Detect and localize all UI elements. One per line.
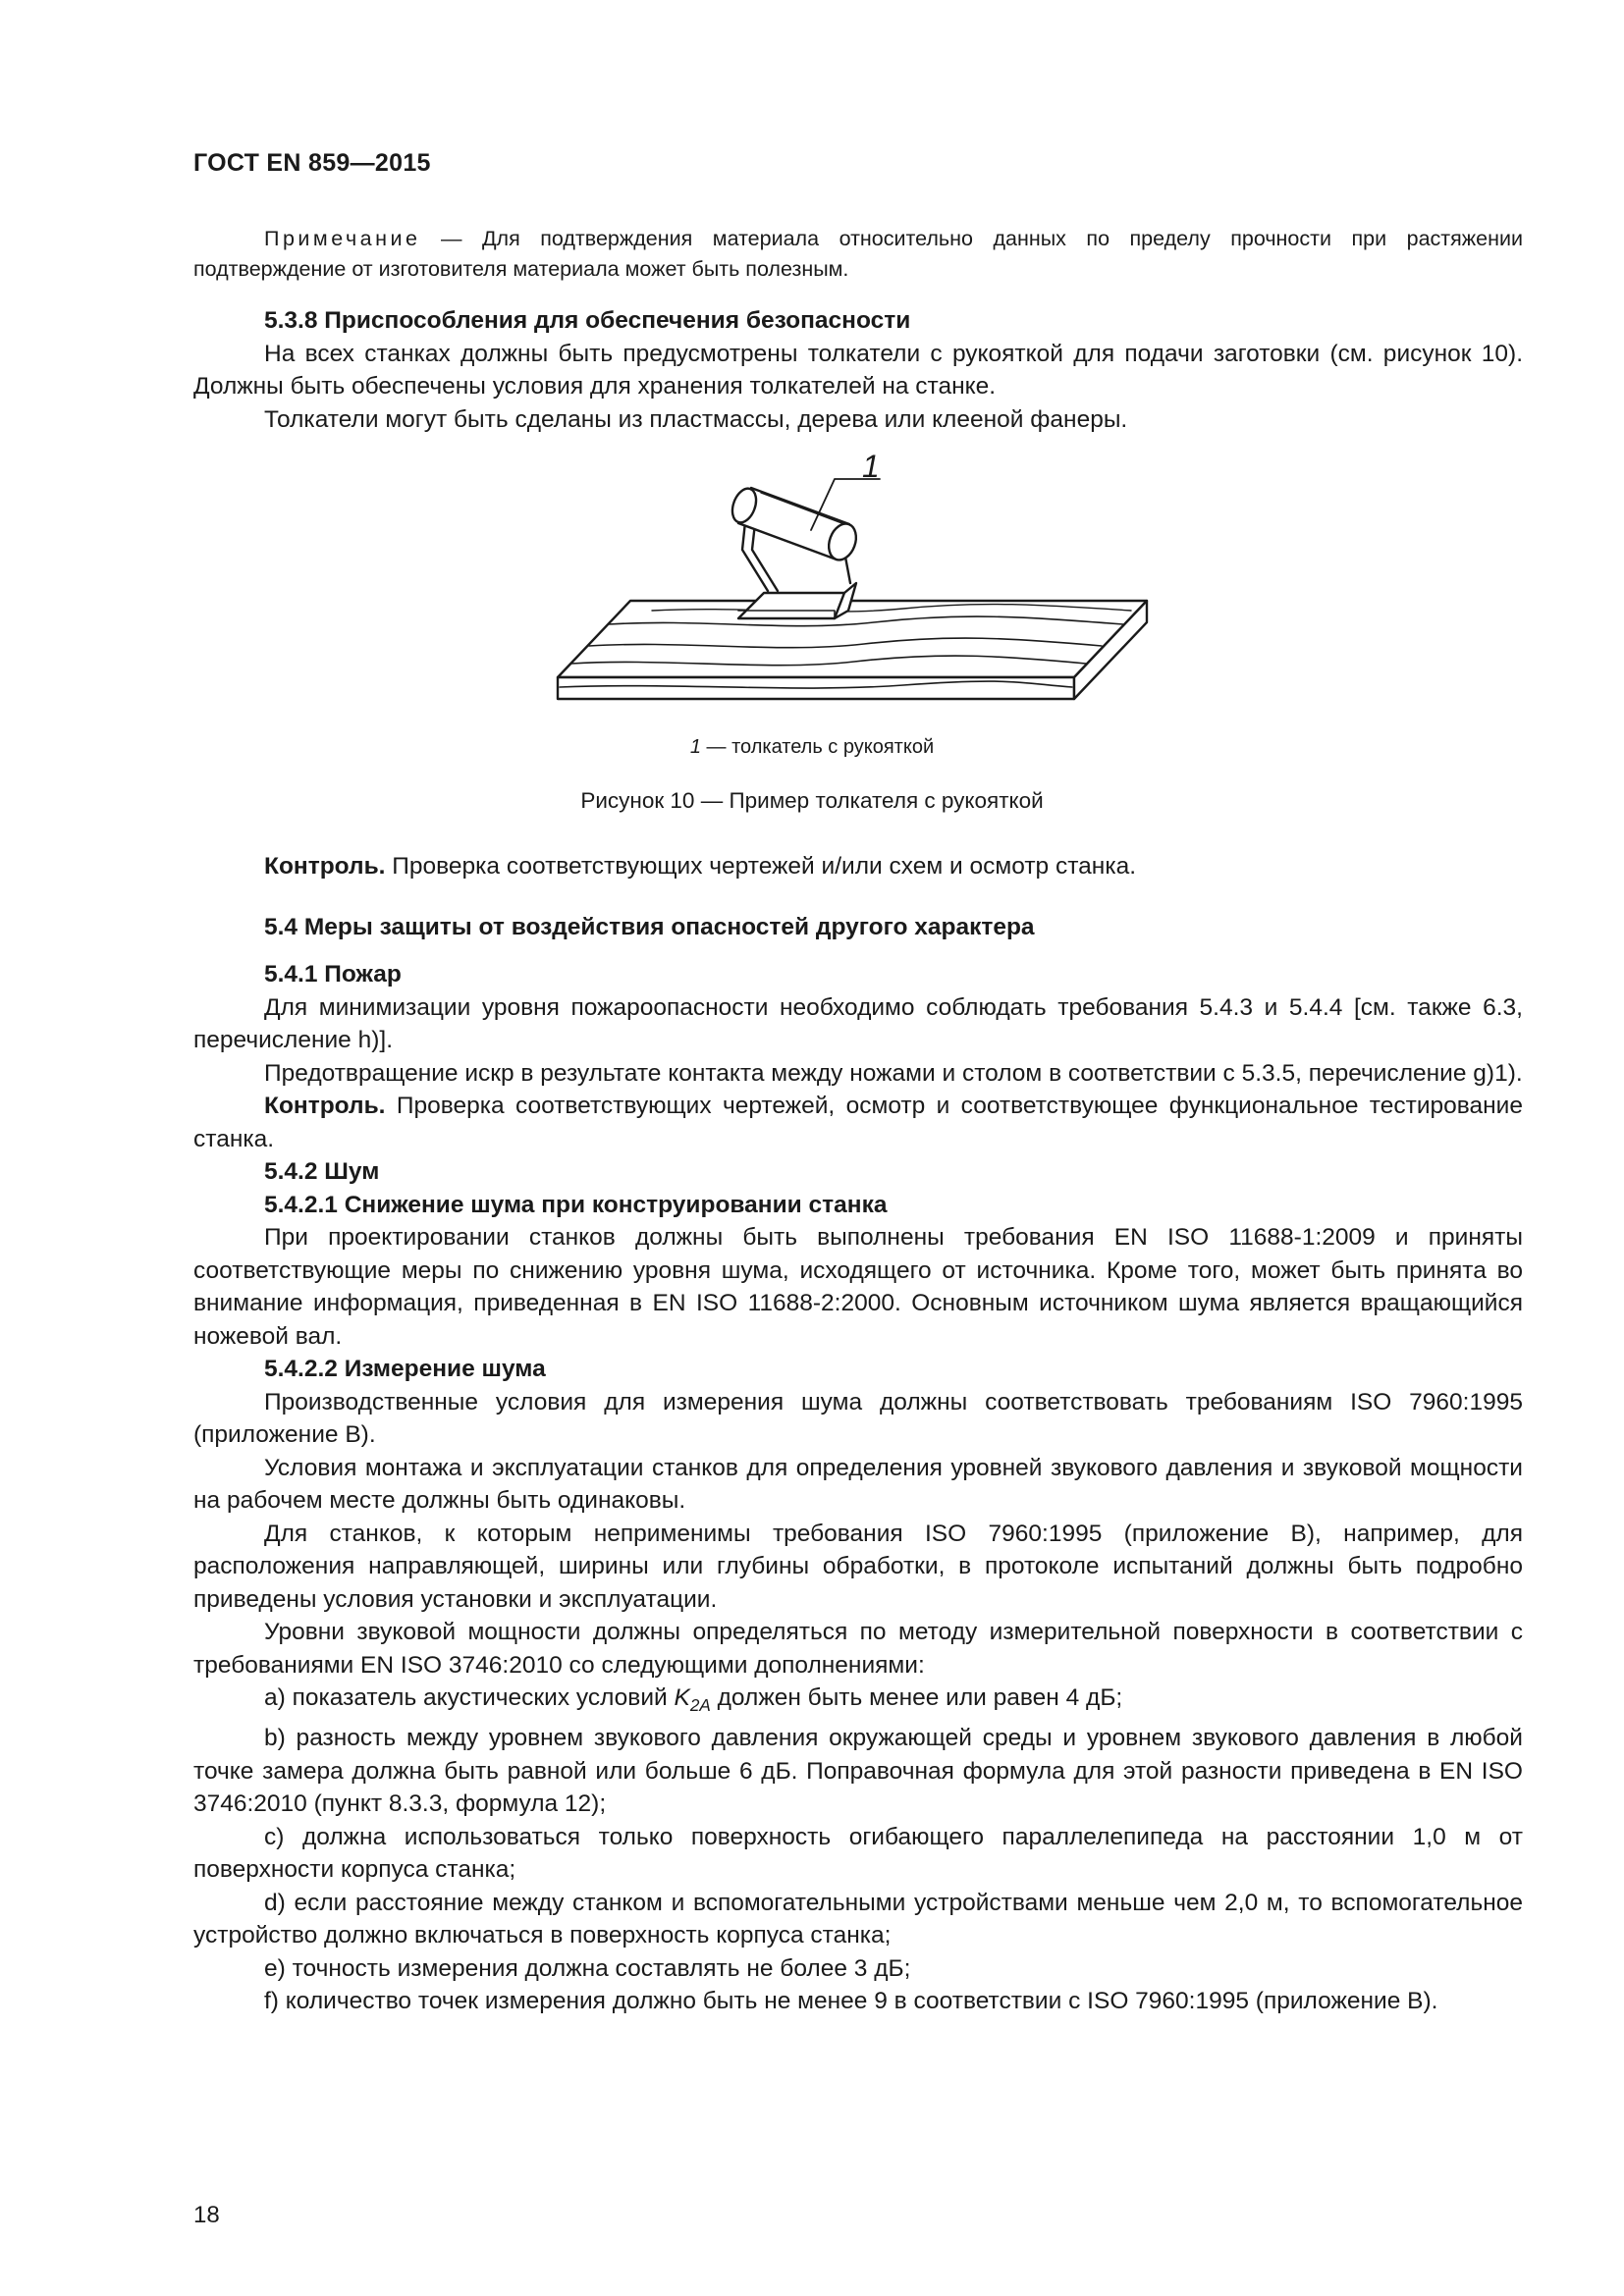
paragraph: Уровни звуковой мощности должны определяться по методу измерительной поверхности в соответствии с требованиями EN ISO 3746:2010 со следующими дополнениями: [193, 1619, 1523, 1679]
paragraph: Толкатели могут быть сделаны из пластмассы, дерева или клееной фанеры. [264, 405, 1128, 433]
control-label: Контроль. [264, 853, 386, 880]
section-title: 5.4 Меры защиты от воздействия опасностей другого характера [264, 914, 1035, 940]
section-5-4 [193, 911, 1523, 944]
push-stick-figure [550, 454, 1178, 719]
list-item-f: f) количество точек измерения должно быть не менее 9 в соответствии с ISO 7960:1995 (приложение В). [264, 1988, 1438, 2015]
section-title: 5.3.8 Приспособления для обеспечения безопасности [264, 307, 911, 334]
paragraph: Для станков, к которым неприменимы требования ISO 7960:1995 (приложение В), например, для расположения направляющей, ширины или глубины обработки, в протоколе испытаний должны быть подробно приведены условия установки и эксплуатации. [193, 1520, 1523, 1613]
paragraph: При проектировании станков должны быть выполнены требования EN ISO 11688-1:2009 и приняты соответствующие меры по снижению уровня шума, исходящего от источника. Кроме того, может быть принята во внимание информация, приведенная в EN ISO 11688-2:2000. Основным источником шума является вращающийся ножевой вал. [193, 1224, 1523, 1350]
paragraph: На всех станках должны быть предусмотрены толкатели с рукояткой для подачи заготовки (см. рисунок 10). Должны быть обеспечены условия для хранения толкателей на станке. [193, 340, 1523, 400]
callout-label: 1 [862, 454, 880, 484]
section-title: 5.4.1 Пожар [264, 961, 402, 988]
control-text: Проверка соответствующих чертежей, осмотр и соответствующее функциональное тестирование станка. [193, 1093, 1523, 1152]
list-item-d: d) если расстояние между станком и вспомогательными устройствами меньше чем 2,0 м, то вспомогательное устройство должно включаться в поверхность корпуса станка; [193, 1889, 1523, 1949]
control-text: Проверка соответствующих чертежей и/или схем и осмотр станка. [385, 853, 1137, 880]
paragraph: Предотвращение искр в результате контакта между ножами и столом в соответствии с 5.3.5, перечисление g)1). [264, 1059, 1523, 1087]
note-text: — Для подтверждения материала относительно данных по пределу прочности при растяжении подтверждение от изготовителя материала может быть полезным. [193, 227, 1523, 281]
control-block-1 [193, 850, 1523, 883]
document-header: ГОСТ EN 859—2015 [193, 149, 431, 177]
workpiece-board [558, 601, 1147, 699]
subsection-title: 5.4.2.1 Снижение шума при конструировании станка [264, 1191, 888, 1218]
list-item-e: e) точность измерения должна составлять не более 3 дБ; [264, 1954, 911, 1982]
note-paragraph [193, 224, 1523, 285]
figure-legend [0, 736, 1624, 759]
legend-text: — толкатель с рукояткой [700, 736, 935, 758]
figure-caption: Рисунок 10 — Пример толкателя с рукояткой [580, 788, 1044, 813]
paragraph: Условия монтажа и эксплуатации станков для определения уровней звукового давления и звуковой мощности на рабочем месте должны быть одинаковы. [193, 1454, 1523, 1514]
control-label: Контроль. [264, 1093, 386, 1119]
list-item-c: c) должна использоваться только поверхность огибающего параллелепипеда на расстоянии 1,0 м от поверхности корпуса станка; [193, 1823, 1523, 1884]
list-item-a: a) показатель акустических условий $K_{2A}$ должен быть менее или равен 4 дБ; [264, 1684, 1123, 1715]
list-item-b: b) разность между уровнем звукового давления окружающей среды и уровнем звукового давления в любой точке замера должна быть равной или больше 6 дБ. Поправочная формула для этой разности приведена в EN ISO 3746:2010 (пункт 8.3.3, формула 12); [193, 1725, 1523, 1818]
note-label: Примечание [264, 227, 421, 250]
section-title: 5.4.2 Шум [264, 1158, 380, 1185]
section-5-4-1 [193, 958, 1523, 2018]
subsection-title: 5.4.2.2 Измерение шума [264, 1356, 546, 1382]
section-5-3-8 [193, 304, 1523, 436]
control-paragraph [193, 850, 1523, 883]
note-block [193, 224, 1523, 285]
paragraph: Производственные условия для измерения шума должны соответствовать требованиям ISO 7960:1995 (приложение В). [193, 1388, 1523, 1448]
control-paragraph [193, 1090, 1523, 1155]
push-stick-handle [729, 485, 861, 563]
page-number: 18 [193, 2202, 220, 2228]
legend-number: 1 [689, 736, 701, 758]
paragraph: Для минимизации уровня пожароопасности необходимо соблюдать требования 5.4.3 и 5.4.4 [см. также 6.3, перечисление h)]. [193, 993, 1523, 1053]
